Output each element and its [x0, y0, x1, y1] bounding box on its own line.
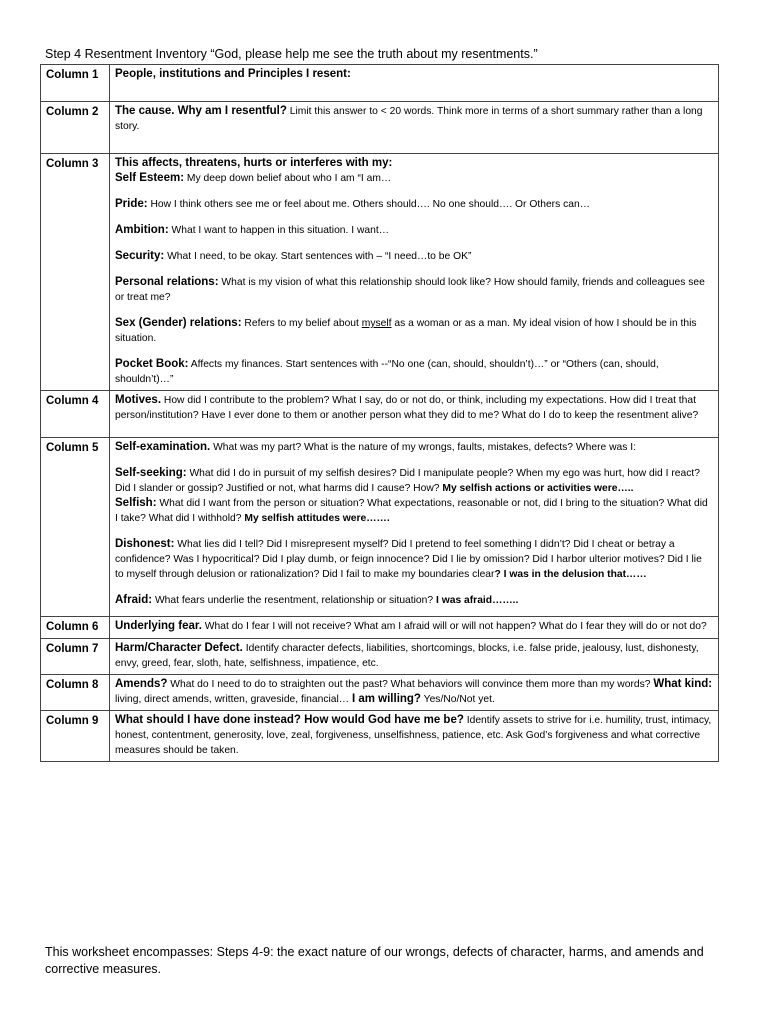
column-label: Column 4 [41, 391, 110, 438]
column-body [110, 102, 719, 154]
column-heading: This affects, threatens, hurts or interferes with my: [115, 157, 393, 169]
item-term: Pocket Book: [115, 358, 189, 370]
column-heading: Amends? [115, 678, 168, 690]
column-text: How did I contribute to the problem? What I say, do or not do, or think, including my expectations. How did I treat that person/institution? Have I ever done to them or another person what they did to me? What do I do to keep the resentment alive? [115, 395, 699, 421]
item-term: Personal relations: [115, 276, 219, 288]
column-label: Column 2 [41, 102, 110, 154]
kind-text: living, direct amends, written, graveside, financial… [115, 694, 350, 705]
column-body [110, 154, 719, 391]
list-item [115, 496, 713, 526]
column-heading: The cause. Why am I resentful? [115, 105, 287, 117]
page-footer: This worksheet encompasses: Steps 4-9: the exact nature of our wrongs, defects of character, harms, and amends and corrective measures. [45, 945, 704, 976]
column-heading: Motives. [115, 394, 162, 406]
column-heading: Harm/Character Defect. [115, 642, 243, 654]
item-term: Security: [115, 250, 165, 262]
item-bold-text: My selfish actions or activities were….. [442, 483, 634, 494]
column-body [110, 617, 719, 639]
list-item [115, 275, 713, 305]
column-heading: Underlying fear. [115, 620, 202, 632]
column-body [110, 675, 719, 711]
item-text: What I need, to be okay. Start sentences with – “I need…to be OK” [167, 251, 472, 262]
inventory-table [40, 64, 719, 762]
page-title: Step 4 Resentment Inventory “God, please help me see the truth about my resentments.” [45, 47, 538, 61]
item-bold-text: ? I was in the delusion that…… [494, 569, 647, 580]
table-row [41, 675, 719, 711]
item-text: What fears underlie the resentment, relationship or situation? [154, 595, 434, 606]
table-row [41, 438, 719, 617]
column-heading: People, institutions and Principles I resent: [115, 68, 351, 80]
willing-text: Yes/No/Not yet. [423, 694, 495, 705]
column-label: Column 9 [41, 711, 110, 762]
table-row [41, 711, 719, 762]
item-term: Dishonest: [115, 538, 175, 550]
column-label: Column 6 [41, 617, 110, 639]
column-text: Identify character defects, liabilities, shortcomings, blocks, i.e. false pride, jealousy, lust, dishonesty, envy, greed, fear, sloth, hate, selfishness, impatience, etc. [115, 643, 699, 669]
list-item [115, 593, 713, 608]
column-label: Column 7 [41, 639, 110, 675]
list-item [115, 466, 713, 496]
item-term: Sex (Gender) relations: [115, 317, 242, 329]
list-item [115, 357, 713, 387]
item-text: My deep down belief about who I am “I am… [186, 173, 392, 184]
column-body [110, 438, 719, 617]
item-bold-text: I was afraid…….. [435, 595, 519, 606]
table-row [41, 102, 719, 154]
list-item [115, 537, 713, 582]
kind-label: What kind: [653, 678, 713, 690]
item-text: Refers to my belief about [244, 318, 359, 329]
item-text: What is my vision of what this relationship should look like? How should family, friends and colleagues see or treat me? [115, 277, 705, 303]
item-term: Self Esteem: [115, 172, 185, 184]
item-term: Afraid: [115, 594, 153, 606]
item-text: What lies did I tell? Did I misrepresent myself? Did I pretend to feel something I didn’t? Did I cheat or betray a confidence? Was I hypocritical? Did I play dumb, or feign innocence? Did I lie by omission? Did I harbor ulterior motives? Did I lie to myself through delusion or rationalization? Did I fail to make my boundaries clear [115, 539, 702, 580]
item-text: How I think others see me or feel about me. Others should…. No one should…. Or Others can… [150, 199, 591, 210]
item-text: Affects my finances. Start sentences with --“No one (can, should, shouldn’t)…” or “Others (can, should, shouldn’t)…” [115, 359, 659, 385]
column-heading: Self-examination. [115, 441, 211, 453]
column-label: Column 5 [41, 438, 110, 617]
willing-label: I am willing? [351, 693, 421, 705]
item-text: What I want to happen in this situation. I want… [171, 225, 390, 236]
list-item [115, 249, 713, 264]
list-item [115, 171, 713, 186]
item-bold-text: My selfish attitudes were……. [244, 513, 390, 524]
item-term: Ambition: [115, 224, 169, 236]
item-term: Self-seeking: [115, 467, 187, 479]
column-body [110, 711, 719, 762]
column-body [110, 639, 719, 675]
column-text: Identify assets to strive for i.e. humility, trust, intimacy, honest, contentment, generosity, love, zeal, forgiveness, unselfishness, patience, etc. Ask God’s forgiveness and what corrective measures should be taken. [115, 715, 712, 756]
column-label: Column 8 [41, 675, 110, 711]
table-row [41, 639, 719, 675]
column-text: What do I fear I will not receive? What am I afraid will or will not happen? What do I fear they will do or not do? [204, 621, 707, 632]
column-text: What do I need to do to straighten out the past? What behaviors will convince them more than my words? [170, 679, 651, 690]
column-text: What was my part? What is the nature of my wrongs, faults, mistakes, defects? Where was I: [210, 442, 636, 453]
table-row [41, 154, 719, 391]
column-heading: What should I have done instead? How would God have me be? [115, 714, 464, 726]
list-item [115, 197, 713, 212]
item-term: Selfish: [115, 497, 157, 509]
item-text: as a woman or as a man. My ideal vision of how I should be in this situation. [115, 318, 697, 344]
column-text: Limit this answer to < 20 words. Think more in terms of a short summary rather than a long story. [115, 106, 703, 132]
item-term: Pride: [115, 198, 148, 210]
item-text: What did I want from the person or situation? What expectations, reasonable or not, did I bring to the situation? What did I take? What did I withhold? [115, 498, 708, 524]
column-body [110, 391, 719, 438]
column-body [110, 65, 719, 102]
column-label: Column 3 [41, 154, 110, 391]
table-row [41, 391, 719, 438]
list-item [115, 316, 713, 346]
column-label: Column 1 [41, 65, 110, 102]
item-underlined-text: myself [361, 318, 392, 329]
table-row [41, 65, 719, 102]
item-text: What did I do in pursuit of my selfish desires? Did I manipulate people? When my ego was hurt, how did I react? Did I slander or gossip? Justified or not, what harms did I cause? How? [115, 468, 700, 494]
table-row [41, 617, 719, 639]
list-item [115, 223, 713, 238]
